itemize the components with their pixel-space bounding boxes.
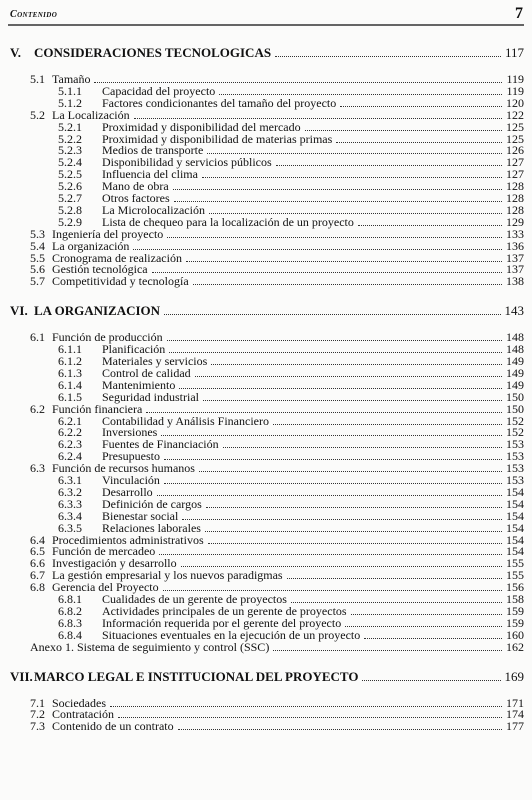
toc-entry-page: 153: [506, 437, 524, 452]
toc-entry-number: 6.2.4: [58, 449, 82, 464]
toc-entry-title: Proximidad y disponibilidad del mercado: [102, 119, 301, 134]
dot-leader: [167, 237, 502, 238]
toc-entry-page: 154: [506, 508, 524, 523]
toc-entry-title: La gestión empresarial y los nuevos paradigmas: [52, 568, 283, 583]
dot-leader: [181, 566, 502, 567]
toc-entry-title: Lista de chequeo para la localización de un proyecto: [102, 214, 354, 229]
toc-entry-title: Gestión tecnológica: [52, 262, 148, 277]
toc-section-row: [30, 719, 524, 733]
dot-leader: [351, 614, 502, 615]
toc-entry-title: La organización: [52, 238, 130, 253]
toc-entry-page: 159: [506, 603, 524, 618]
toc-entry-number: 5.2.2: [58, 131, 82, 146]
toc-entry-number: 6.3.3: [58, 496, 82, 511]
toc-entry-title: Contabilidad y Análisis Financiero: [102, 413, 269, 428]
dot-leader: [211, 364, 502, 365]
dot-leader: [276, 165, 502, 166]
toc-entry-page: 128: [506, 179, 524, 194]
toc-section-row: [30, 640, 524, 654]
dot-leader: [205, 531, 502, 532]
toc-entry-page: 159: [506, 615, 524, 630]
toc-entry-title: Función financiera: [52, 401, 143, 416]
dot-leader: [202, 177, 502, 178]
toc-entry-page: 119: [506, 72, 524, 86]
dot-leader: [209, 213, 502, 214]
toc-entry-page: 117: [504, 45, 524, 60]
toc-entry-number: 6.1: [30, 330, 45, 345]
dot-leader: [358, 225, 502, 226]
dot-leader: [169, 352, 502, 353]
toc-entry-page: 169: [504, 668, 524, 684]
toc-entry-page: 143: [504, 303, 524, 319]
toc-entry-title: Anexo 1. Sistema de seguimiento y control (SSC): [30, 639, 270, 654]
toc-entry-page: 156: [506, 580, 524, 595]
toc-entry-number: 6.1.2: [58, 354, 82, 368]
toc-entry-page: 136: [506, 238, 524, 253]
toc-entry-page: 133: [506, 226, 524, 241]
dot-leader: [287, 578, 502, 579]
toc-entry-title: Información requerida por el gerente del proyecto: [102, 615, 342, 630]
toc-entry-number: 6.1.4: [58, 377, 82, 392]
toc-entry-page: 154: [506, 532, 524, 547]
toc-entry-title: Ingeniería del proyecto: [52, 226, 164, 241]
dot-leader: [134, 118, 502, 119]
toc-entry-page: 155: [506, 556, 524, 571]
dot-leader: [182, 519, 502, 520]
toc-entry-number: 6.8.1: [58, 592, 82, 606]
toc-entry-title: Cualidades de un gerente de proyectos: [102, 592, 287, 606]
toc-entry-number: 6.5: [30, 544, 45, 559]
toc-entry-page: 127: [506, 155, 524, 170]
toc-entry-page: 154: [506, 496, 524, 511]
toc-entry-number: 6.8: [30, 580, 45, 595]
toc-entry-title: Definición de cargos: [102, 496, 202, 511]
toc-entry-number: 5.2: [30, 107, 45, 122]
dot-leader: [362, 680, 500, 681]
toc-entry-page: 126: [506, 143, 524, 158]
toc-entry-title: Presupuesto: [102, 449, 160, 464]
toc-entry-title: Seguridad industrial: [102, 389, 199, 404]
toc-entry-title: Investigación y desarrollo: [52, 556, 177, 571]
dot-leader: [161, 435, 502, 436]
toc-entry-title: La Microlocalización: [102, 202, 205, 217]
toc-entry-title: Gerencia del Proyecto: [52, 580, 159, 595]
dot-leader: [219, 94, 502, 95]
toc-entry-number: 6.3.5: [58, 520, 82, 535]
dot-leader: [179, 388, 502, 389]
toc-entry-title: Factores condicionantes del tamaño del proyecto: [102, 95, 337, 110]
toc-entry-number: 5.2.5: [58, 167, 82, 182]
toc-entry-title: Situaciones eventuales en la ejecución de un proyecto: [102, 627, 361, 642]
toc-entry-title: Relaciones laborales: [102, 520, 201, 535]
dot-leader: [133, 249, 502, 250]
dot-leader: [164, 314, 500, 315]
toc-entry-number: 6.2: [30, 401, 45, 416]
toc-entry-page: 171: [506, 695, 524, 710]
dot-leader: [207, 153, 502, 154]
toc-entry-page: 149: [506, 365, 524, 380]
toc-entry-page: 153: [506, 461, 524, 476]
running-header: Contenido: [10, 9, 58, 20]
toc-entry-title: Procedimientos administrativos: [52, 532, 204, 547]
dot-leader: [291, 602, 502, 603]
dot-leader: [157, 495, 502, 496]
toc-entry-page: 129: [506, 214, 524, 229]
toc-entry-title: Vinculación: [102, 473, 160, 487]
toc-entry-page: 119: [506, 83, 524, 98]
toc-entry-page: 158: [506, 592, 524, 606]
toc-entry-title: Otros factores: [102, 191, 170, 205]
toc-entry-number: VI.: [10, 303, 28, 319]
toc-entry-number: 5.3: [30, 226, 45, 241]
dot-leader: [364, 638, 502, 639]
toc-entry-title: Contratación: [52, 707, 114, 722]
dot-leader: [167, 340, 502, 341]
toc-entry-number: 6.4: [30, 532, 45, 547]
toc-entry-page: 154: [506, 544, 524, 559]
toc-entry-number: 6.1.1: [58, 342, 82, 357]
toc-entry-page: 125: [506, 119, 524, 134]
dot-leader: [223, 447, 502, 448]
dot-leader: [273, 424, 502, 425]
toc-entry-title: CONSIDERACIONES TECNOLOGICAS: [34, 45, 272, 60]
toc-entry-page: 128: [506, 191, 524, 205]
toc-entry-title: Planificación: [102, 342, 166, 357]
dot-leader: [195, 376, 502, 377]
toc-entry-number: 6.3.2: [58, 484, 82, 499]
toc-entry-title: Disponibilidad y servicios públicos: [102, 155, 272, 170]
toc-entry-number: VII.: [10, 668, 33, 684]
toc-chapter-row: [10, 670, 524, 684]
page-number: 7: [515, 5, 523, 22]
dot-leader: [159, 554, 502, 555]
toc-entry-number: 6.8.2: [58, 603, 82, 618]
dot-leader: [345, 626, 502, 627]
toc-entry-title: Medios de transporte: [102, 143, 204, 158]
toc-entry-title: Función de recursos humanos: [52, 461, 195, 476]
dot-leader: [173, 189, 502, 190]
toc-entry-number: 6.7: [30, 568, 45, 583]
toc-entry-page: 174: [506, 707, 524, 722]
toc-entry-title: Bienestar social: [102, 508, 179, 523]
toc-entry-number: 6.3: [30, 461, 45, 476]
toc-entry-number: 5.4: [30, 238, 45, 253]
toc-entry-number: 7.2: [30, 707, 45, 722]
toc-entry-title: Contenido de un contrato: [52, 719, 174, 734]
toc-entry-title: La Localización: [52, 107, 130, 122]
toc-entry-number: 6.1.3: [58, 365, 82, 380]
toc-entry-number: 6.2.1: [58, 413, 82, 428]
toc-entry-number: 6.8.3: [58, 615, 82, 630]
toc-entry-title: Competitividad y tecnología: [52, 274, 189, 289]
toc-entry-title: LA ORGANIZACION: [34, 303, 161, 319]
toc-entry-page: 127: [506, 167, 524, 182]
toc-entry-title: MARCO LEGAL E INSTITUCIONAL DEL PROYECTO: [34, 668, 359, 684]
toc-entry-number: 6.2.2: [58, 425, 82, 440]
toc-entry-title: Desarrollo: [102, 484, 153, 499]
toc-entry-page: 152: [506, 425, 524, 440]
toc-entry-title: Influencia del clima: [102, 167, 198, 182]
toc-entry-page: 160: [506, 627, 524, 642]
dot-leader: [94, 82, 502, 83]
toc-entry-page: 122: [506, 107, 524, 122]
toc-entry-title: Función de producción: [52, 330, 163, 345]
toc-entry-title: Capacidad del proyecto: [102, 83, 216, 98]
toc-entry-page: 152: [506, 413, 524, 428]
toc-entry-number: 5.2.9: [58, 214, 82, 229]
toc-entry-number: 5.2.1: [58, 119, 82, 134]
toc-entry-page: 149: [506, 354, 524, 368]
toc-entry-title: Proximidad y disponibilidad de materias primas: [102, 131, 333, 146]
toc-entry-page: 120: [506, 95, 524, 110]
dot-leader: [206, 507, 502, 508]
toc-entry-title: Mantenimiento: [102, 377, 176, 392]
toc-entry-number: 5.5: [30, 250, 45, 265]
dot-leader: [199, 471, 502, 472]
toc-entry-number: 5.2.7: [58, 191, 82, 205]
toc-entry-page: 153: [506, 473, 524, 487]
dot-leader: [146, 412, 502, 413]
toc-entry-page: 155: [506, 568, 524, 583]
dot-leader: [275, 56, 501, 57]
dot-leader: [193, 284, 502, 285]
toc-entry-number: 6.2.3: [58, 437, 82, 452]
toc-entry-page: 138: [506, 274, 524, 289]
toc-entry-page: 154: [506, 484, 524, 499]
dot-leader: [273, 650, 502, 651]
toc-entry-number: 6.3.4: [58, 508, 82, 523]
toc-section-row: [30, 274, 524, 288]
toc-entry-number: V.: [10, 45, 21, 60]
dot-leader: [340, 106, 502, 107]
toc-entry-page: 162: [506, 639, 524, 654]
toc-entry-title: Sociedades: [52, 695, 106, 710]
toc-entry-page: 125: [506, 131, 524, 146]
dot-leader: [164, 483, 502, 484]
toc-entry-title: Actividades principales de un gerente de proyectos: [102, 603, 347, 618]
toc-entry-page: 137: [506, 262, 524, 277]
toc-entry-page: 154: [506, 520, 524, 535]
toc-entry-page: 149: [506, 377, 524, 392]
toc-entry-page: 128: [506, 202, 524, 217]
toc-entry-title: Fuentes de Financiación: [102, 437, 219, 452]
dot-leader: [110, 706, 502, 707]
toc-entry-number: 5.1: [30, 72, 45, 86]
toc-entry-number: 6.3.1: [58, 473, 82, 487]
toc-entry-title: Inversiones: [102, 425, 158, 440]
toc-entry-number: 5.2.8: [58, 202, 82, 217]
toc-entry-title: Cronograma de realización: [52, 250, 182, 265]
toc-chapter-row: [10, 46, 524, 60]
toc-entry-page: 153: [506, 449, 524, 464]
toc-entry-page: 148: [506, 330, 524, 345]
toc-entry-page: 150: [506, 389, 524, 404]
dot-leader: [305, 130, 502, 131]
toc-entry-number: 6.6: [30, 556, 45, 571]
toc-entry-number: 7.1: [30, 695, 45, 710]
toc-entry-title: Control de calidad: [102, 365, 191, 380]
toc-entry-title: Mano de obra: [102, 179, 169, 194]
dot-leader: [208, 543, 502, 544]
toc-entry-title: Tamaño: [52, 72, 91, 86]
toc-entry-number: 5.2.6: [58, 179, 82, 194]
dot-leader: [203, 400, 502, 401]
toc-entry-number: 5.1.1: [58, 83, 82, 98]
dot-leader: [118, 717, 502, 718]
toc-entry-page: 150: [506, 401, 524, 416]
toc-entry-number: 6.1.5: [58, 389, 82, 404]
toc-entry-number: 5.1.2: [58, 95, 82, 110]
toc-entry-number: 7.3: [30, 719, 45, 734]
dot-leader: [164, 459, 502, 460]
toc-entry-number: 5.2.4: [58, 155, 82, 170]
dot-leader: [152, 272, 502, 273]
toc-entry-title: Materiales y servicios: [102, 354, 208, 368]
toc-entry-number: 6.8.4: [58, 627, 82, 642]
dot-leader: [174, 201, 502, 202]
toc-entry-number: 5.6: [30, 262, 45, 277]
dot-leader: [178, 729, 502, 730]
dot-leader: [186, 261, 502, 262]
dot-leader: [163, 590, 502, 591]
toc-entry-page: 137: [506, 250, 524, 265]
toc-entry-page: 148: [506, 342, 524, 357]
toc-entry-number: 5.7: [30, 274, 45, 289]
toc-entry-number: 5.2.3: [58, 143, 82, 158]
toc-entry-title: Función de mercadeo: [52, 544, 156, 559]
toc-chapter-row: [10, 304, 524, 318]
dot-leader: [336, 142, 502, 143]
toc-entry-page: 177: [506, 719, 524, 734]
